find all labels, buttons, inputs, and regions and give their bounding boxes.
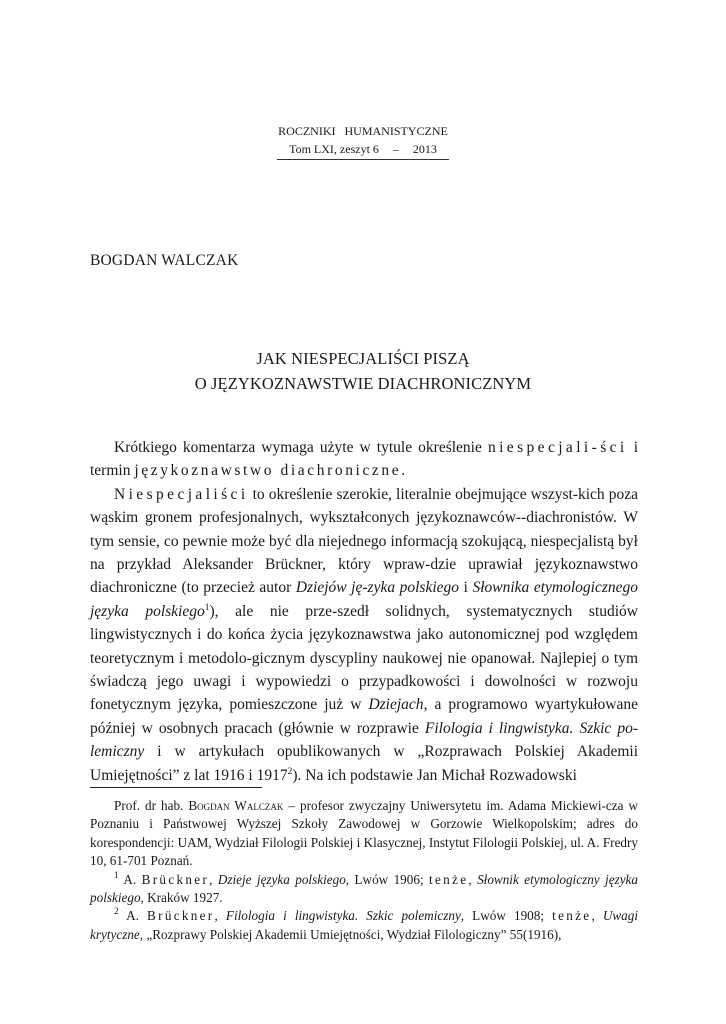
fn2-text-e: , Lwów 1908;	[460, 908, 553, 924]
header-rule	[277, 159, 449, 160]
p2-text-d: i	[459, 579, 473, 597]
fn1-text-a: A.	[118, 871, 142, 887]
fn1-text-e: , Lwów 1906;	[345, 871, 430, 887]
footnote-1-number: 1	[114, 870, 119, 881]
journal-year: 2013	[412, 142, 437, 156]
title-line-2: O JĘZYKOZNAWSTWIE DIACHRONICZNYM	[194, 374, 532, 393]
fn2-author: Brückner	[147, 908, 215, 924]
fn1-title-2: Słownik etymologiczny języka polskiego	[90, 871, 639, 906]
p1-text-c: i termin	[90, 439, 638, 480]
p2-italic-slownik: Słownika etymologicznego języka polskiego	[90, 579, 639, 620]
author-note-name: Bogdan Walczak	[188, 798, 284, 813]
fn2-text-g: ,	[591, 908, 603, 924]
p2-text-m: ). Na ich podstawie Jan Michał Rozwadowski	[292, 766, 577, 784]
author-footnote	[90, 797, 638, 871]
footnote-ref-2[interactable]: 2	[287, 766, 293, 777]
fn1-text-g: ,	[468, 871, 478, 887]
p1-text-e: .	[401, 462, 406, 480]
article-author: BOGDAN WALCZAK	[90, 252, 239, 269]
p2-text-g: ), ale nie prze-szedł solidnych, systematycznych studiów lingwistycznych i do końca życia językoznawstwa jako autonomicznej pod względem teoretycznym i metodolo-gicznym dyscypliny naukowej nie opanował. Najlepiej o tym świadczą jego uwagi i wypowiedzi o przypadkowości i dowolności w rozwoju fonetycznym języka, pomieszczone już w	[90, 602, 638, 714]
journal-name: ROCZNIKI HUMANISTYCZNE	[278, 124, 448, 138]
footnote-rule	[90, 787, 262, 788]
p2-italic-dziejach: Dziejach	[368, 696, 424, 714]
fn2-title-2: Uwagi krytyczne	[90, 908, 638, 942]
fn1-author: Brückner	[141, 871, 210, 887]
author-note-text-c: – profesor zwyczajny Uniwersytetu im. Adama Mickiewi-cza w Poznaniu i Państwowej Wyższej Szkoły Zawodowej w Gorzowie Wielkopolskim; adres do korespondencji: UAM, Wydział Filologii Polskiej i Klasycznej, Instytut Filologii Polskiej, ul. A. Fredry 10, 61-701 Poznań.	[90, 798, 638, 869]
fn2-text-i: , „Rozprawy Polskiej Akademii Umiejętności, Wydział Filologiczny” 55(1916),	[139, 926, 562, 942]
p2-italic-dzieje: Dziejów ję-zyka polskiego	[295, 579, 460, 597]
fn1-text-c: ,	[209, 871, 218, 887]
p2-italic-filologia: Filologia i lingwistyka. Szkic po-lemiczny	[90, 719, 638, 761]
paragraph-1	[90, 436, 638, 483]
journal-issue-line	[0, 140, 726, 158]
fn2-title-1: Filologia i lingwistyka. Szkic polemiczny	[225, 908, 461, 924]
footnote-2-number: 2	[114, 907, 119, 918]
fn1-title-1: Dzieje języka polskiego	[217, 871, 346, 887]
footnotes	[90, 797, 638, 944]
journal-issue: zeszyt 6	[339, 142, 379, 156]
p2-text-b: to określenie szerokie, literalnie obejmujące wszyst-kich poza wąskim gronem profesjonalnych, wykształconych językoznawców--diachronistów. W tym sensie, co pewnie może być dla niejednego informacją szokującą, niespecjalistą był na przykład Aleksander Brückner, który wpraw-dzie uprawiał językoznawstwo diachroniczne (to przecież autor	[90, 485, 638, 597]
p1-spaced-term-1: niespecjali-ści	[487, 439, 628, 456]
paragraph-2	[90, 483, 638, 787]
footnote-1	[90, 871, 638, 908]
p2-text-k: i w artykułach opublikowanych w „Rozprawach Polskiej Akademii Umiejętności” z lat 1916 i 1917	[90, 743, 638, 784]
fn1-tenze: tenże	[429, 871, 469, 887]
p2-spaced-term: Niespecjaliści	[114, 485, 249, 503]
p2-text-i: , a programowo wyartykułowane później w osobnych pracach (głównie w rozprawie	[90, 696, 638, 737]
fn2-text-a: A.	[118, 908, 148, 924]
title-line-1: JAK NIESPECJALIŚCI PISZĄ	[256, 349, 470, 368]
p1-text-a: Krótkiego komentarza wymaga użyte w tytule określenie	[114, 439, 488, 456]
article-title	[0, 346, 726, 396]
fn2-tenze: tenże	[552, 908, 592, 924]
journal-dash: –	[392, 142, 399, 156]
article-body	[90, 436, 638, 787]
author-note-text-a: Prof. dr hab.	[114, 798, 189, 813]
footnote-2	[90, 907, 638, 944]
fn1-text-i: , Kraków 1927.	[140, 890, 223, 906]
fn2-text-c: ,	[214, 908, 226, 924]
footnote-ref-1[interactable]: 1	[204, 602, 210, 613]
journal-volume: Tom LXI,	[289, 142, 337, 156]
p1-spaced-term-2: językoznawstwo diachroniczne	[134, 462, 402, 480]
journal-header	[0, 122, 726, 160]
